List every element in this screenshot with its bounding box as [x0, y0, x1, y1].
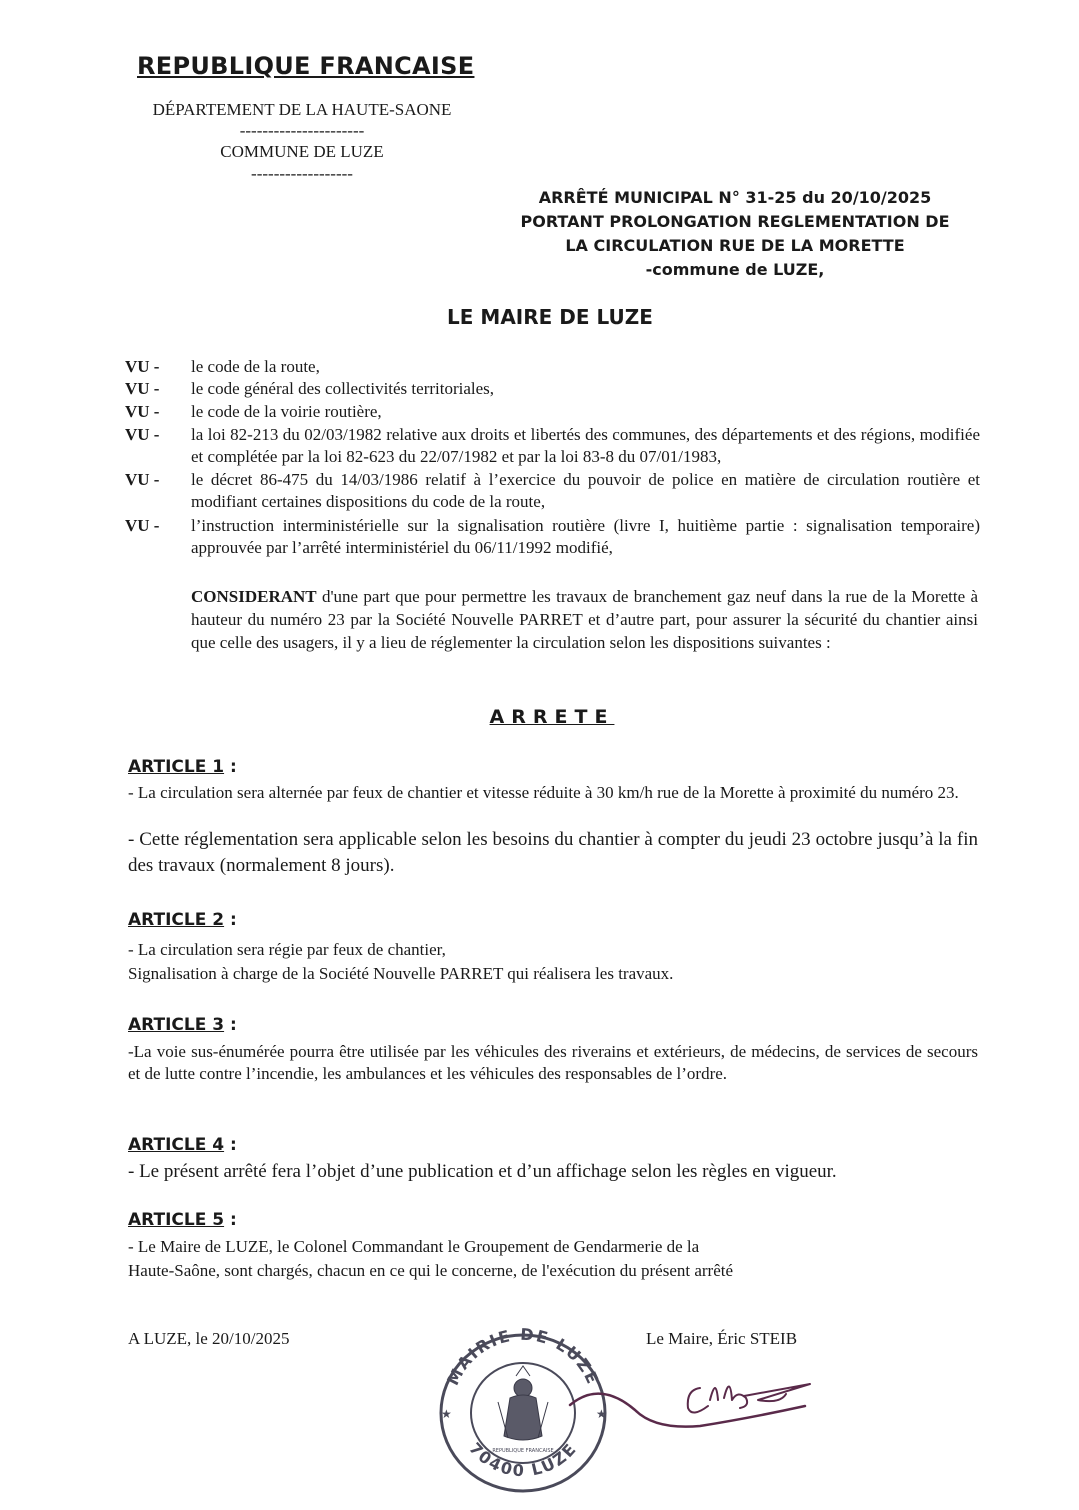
vu-item	[125, 378, 980, 400]
title-line-3: LA CIRCULATION RUE DE LA MORETTE	[565, 236, 905, 255]
article-4-heading	[128, 1135, 237, 1155]
article-1-line: - La circulation sera alternée par feux de chantier et vitesse réduite à 30 km/h rue de la Morette à proximité du numéro 23.	[128, 783, 959, 802]
article-label: ARTICLE 2	[128, 910, 225, 930]
considerant-paragraph	[191, 585, 978, 654]
article-3-heading	[128, 1015, 237, 1035]
vu-text: l’instruction interministérielle sur la signalisation routière (livre I, huitième partie : signalisation temporaire) approuvée par l’arrêté interministériel du 06/11/1992 modifié,	[191, 516, 980, 557]
vu-text: la loi 82-213 du 02/03/1982 relative aux droits et libertés des communes, des départements et des régions, modifiée et complétée par la loi 82-623 du 22/07/1982 et par la loi 83-8 du 07/01/1983,	[191, 425, 980, 466]
vu-text: le code de la route,	[191, 357, 320, 376]
title-line-2: PORTANT PROLONGATION REGLEMENTATION DE	[520, 212, 950, 231]
considerant-text: d'une part que pour permettre les travaux de branchement gaz neuf dans la rue de la Morette à hauteur du numéro 23 par la Société Nouvelle PARRET et d’autre part, pour assurer la sécurité du chantier ainsi que celle des usagers, il y a lieu de réglementer la circulation selon les dispositions suivantes :	[191, 587, 978, 652]
marianne-emblem-icon	[498, 1366, 548, 1440]
vu-text: le décret 86-475 du 14/03/1986 relatif à l’exercice du pouvoir de police en matière de circulation routière et modifiant certaines dispositions du code de la route,	[191, 470, 980, 511]
stamp-inner-text: REPUBLIQUE FRANCAISE	[492, 1448, 554, 1454]
article-3-line: -La voie sus-énumérée pourra être utilisée par les véhicules des riverains et extérieurs, de médecins, de services de secours et de lutte contre l’incendie, les ambulances et les véhicules des responsables de l’ordre.	[128, 1042, 978, 1083]
vu-label: VU -	[125, 425, 160, 444]
considerant-keyword: CONSIDERANT	[191, 587, 317, 606]
star-icon: ★	[441, 1407, 452, 1421]
title-line-4: -commune de LUZE,	[645, 260, 825, 279]
article-1-line: - Cette réglementation sera applicable selon les besoins du chantier à compter du jeudi 23 octobre jusqu’à la fin des travaux (normalement 8 jours).	[128, 829, 978, 876]
article-2-line: - La circulation sera régie par feux de chantier,	[128, 940, 446, 959]
article-5-line: Haute-Saône, sont chargés, chacun en ce qui le concerne, de l'exécution du présent arrêté	[128, 1261, 734, 1280]
vu-text: le code général des collectivités territoriales,	[191, 379, 495, 398]
separator: ----------------------	[239, 121, 365, 140]
arrete-heading: ARRETE	[489, 706, 615, 728]
article-colon: :	[224, 1015, 237, 1035]
article-colon: :	[224, 1210, 237, 1230]
place-date: A LUZE, le 20/10/2025	[128, 1329, 290, 1348]
mayor-signature	[560, 1360, 820, 1450]
article-colon: :	[224, 1135, 237, 1155]
article-colon: :	[224, 910, 237, 930]
stamp-bottom-text: 70400 LUZE	[465, 1438, 581, 1481]
article-label: ARTICLE 4	[128, 1135, 225, 1155]
commune-line: COMMUNE DE LUZE	[220, 142, 384, 161]
vu-label: VU -	[125, 402, 160, 421]
vu-text: le code de la voirie routière,	[191, 402, 382, 421]
signer-name: Le Maire, Éric STEIB	[646, 1329, 798, 1348]
article-colon: :	[224, 757, 237, 777]
republique-header: REPUBLIQUE FRANCAISE	[137, 52, 475, 80]
vu-label: VU -	[125, 379, 160, 398]
vu-label: VU -	[125, 470, 160, 489]
article-label: ARTICLE 3	[128, 1015, 225, 1035]
departement-line: DÉPARTEMENT DE LA HAUTE-SAONE	[152, 100, 452, 119]
article-2-line: Signalisation à charge de la Société Nouvelle PARRET qui réalisera les travaux.	[128, 964, 674, 983]
article-label: ARTICLE 5	[128, 1210, 225, 1230]
vu-item	[125, 401, 980, 423]
vu-item	[125, 515, 980, 559]
vu-item	[125, 424, 980, 468]
article-label: ARTICLE 1	[128, 757, 225, 777]
maire-heading: LE MAIRE DE LUZE	[447, 305, 653, 329]
article-5-heading	[128, 1210, 237, 1230]
star-icon: ★	[596, 1407, 607, 1421]
vu-item	[125, 469, 980, 513]
vu-item	[125, 356, 980, 378]
article-4-line: - Le présent arrêté fera l’objet d’une publication et d’un affichage selon les règles en vigueur.	[128, 1161, 837, 1182]
separator: ------------------	[251, 164, 353, 183]
article-1-heading	[128, 757, 237, 777]
vu-label: VU -	[125, 357, 160, 376]
vu-label: VU -	[125, 516, 160, 535]
article-2-heading	[128, 910, 237, 930]
article-5-line: - Le Maire de LUZE, le Colonel Commandant le Groupement de Gendarmerie de la	[128, 1237, 700, 1256]
stamp-top-text: MAIRIE DE LUZE	[443, 1324, 603, 1389]
title-line-1: ARRÊTÉ MUNICIPAL N° 31-25 du 20/10/2025	[538, 188, 932, 207]
